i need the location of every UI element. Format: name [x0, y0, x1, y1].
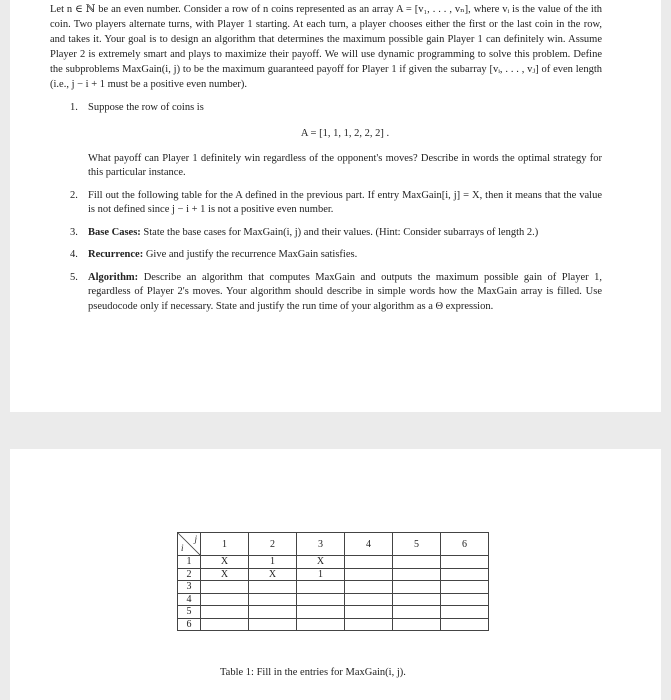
- table-cell: [393, 556, 441, 569]
- table-cell: [345, 568, 393, 581]
- table-cell: [345, 556, 393, 569]
- table-cell: [441, 618, 489, 631]
- question-2-text: Fill out the following table for the A defined in the previous part. If entry MaxGain[i, j] = X, then it means that the value is not defined since j − i + 1 is not a positive even number.: [88, 189, 602, 216]
- table-cell: [249, 606, 297, 619]
- column-header: 2: [249, 533, 297, 556]
- row-header: 2: [178, 568, 201, 581]
- table-cell: [441, 556, 489, 569]
- question-3: [50, 226, 602, 241]
- row-header: 4: [178, 593, 201, 606]
- problem-intro: Let n ∈ ℕ be an even number. Consider a row of n coins represented as an array A = [v₁, . . . , vₙ], where vᵢ is the value of the ith coin. Two players alternate turns, with Player 1 starting. At each turn, a player chooses either the first or the last coin in the row, and takes it. Your goal is to design an algorithm that determines the maximum possible gain Player 1 can definitely win. Assume Player 2 is extremely smart and plays to maximize their payoff. We will use dynamic programming to solve this problem. Define the subproblems MaxGain(i, j) to be the maximum guaranteed payoff for Player 1 if given the subarray [vᵢ, . . . , vⱼ] of even length (i.e., j − i + 1 must be a positive even number).: [50, 4, 602, 91]
- table-cell: [201, 618, 249, 631]
- row-header: 3: [178, 581, 201, 594]
- question-4-label: Recurrence:: [88, 249, 144, 261]
- question-number: 5.: [70, 271, 78, 283]
- table-row: [178, 606, 489, 619]
- table-cell: [201, 606, 249, 619]
- table-cell: X: [201, 568, 249, 581]
- table-cell: [345, 618, 393, 631]
- table-cell: [249, 618, 297, 631]
- table-cell: X: [249, 568, 297, 581]
- table-cell: [393, 581, 441, 594]
- table-cell: [201, 581, 249, 594]
- table-cell: [393, 593, 441, 606]
- question-number: 2.: [70, 189, 78, 201]
- table-row: [178, 593, 489, 606]
- question-3-text: State the base cases for MaxGain(i, j) and their values. (Hint: Consider subarrays of length 2.): [143, 226, 539, 238]
- table-row: [178, 568, 489, 581]
- page-gap: [0, 412, 671, 449]
- question-number: 4.: [70, 249, 78, 261]
- table-cell: [297, 618, 345, 631]
- table-cell: [297, 581, 345, 594]
- question-3-label: Base Cases:: [88, 226, 141, 238]
- table-cell: [393, 606, 441, 619]
- table-page: [10, 449, 661, 700]
- table-cell: X: [201, 556, 249, 569]
- table-header-row: [178, 533, 489, 556]
- table-cell: [441, 568, 489, 581]
- table-cell: [345, 593, 393, 606]
- question-4-text: Give and justify the recurrence MaxGain satisfies.: [145, 249, 358, 261]
- table-cell: [297, 593, 345, 606]
- table-cell: [393, 568, 441, 581]
- j-axis-label: j: [194, 534, 197, 544]
- table-caption: Table 1: Fill in the entries for MaxGain(i, j).: [220, 667, 406, 678]
- table-cell: [441, 581, 489, 594]
- table-cell: 1: [249, 556, 297, 569]
- table-cell: [201, 593, 249, 606]
- table-row: [178, 581, 489, 594]
- table-cell: [441, 593, 489, 606]
- question-list: [50, 101, 602, 315]
- table-cell: [249, 593, 297, 606]
- i-axis-label: i: [181, 543, 184, 553]
- question-2: [50, 189, 602, 218]
- question-number: 1.: [70, 101, 78, 113]
- question-1-text: Suppose the row of coins is: [88, 101, 204, 113]
- question-5-label: Algorithm:: [88, 271, 139, 283]
- column-header: 5: [393, 533, 441, 556]
- maxgain-table: [177, 532, 489, 631]
- question-4: [50, 248, 602, 263]
- table-cell: [345, 581, 393, 594]
- row-header: 1: [178, 556, 201, 569]
- column-header: 6: [441, 533, 489, 556]
- problem-statement: [50, 0, 602, 322]
- row-header: 5: [178, 606, 201, 619]
- table-row: [178, 556, 489, 569]
- table-corner-cell: [178, 533, 201, 556]
- table-cell: [297, 606, 345, 619]
- table-cell: X: [297, 556, 345, 569]
- row-header: 6: [178, 618, 201, 631]
- table-cell: [345, 606, 393, 619]
- table-row: [178, 618, 489, 631]
- column-header: 4: [345, 533, 393, 556]
- table-cell: 1: [297, 568, 345, 581]
- question-5-text: Describe an algorithm that computes MaxGain and outputs the maximum possible gain of Player 1, regardless of Player 2's moves. Your algorithm should describe in simple words how the MaxGain array is filled. Use pseudocode only if necessary. State and justify the run time of your algorithm as a Θ expression.: [88, 271, 602, 312]
- question-1: [50, 101, 602, 181]
- question-number: 3.: [70, 226, 78, 238]
- table-cell: [249, 581, 297, 594]
- question-5: [50, 271, 602, 315]
- column-header: 1: [201, 533, 249, 556]
- table-cell: [441, 606, 489, 619]
- column-header: 3: [297, 533, 345, 556]
- coin-array-equation: A = [1, 1, 1, 2, 2, 2] .: [300, 128, 390, 140]
- question-1-followup: What payoff can Player 1 definitely win regardless of the opponent's moves? Describe in words the optimal strategy for this particular instance.: [88, 152, 602, 179]
- table-cell: [393, 618, 441, 631]
